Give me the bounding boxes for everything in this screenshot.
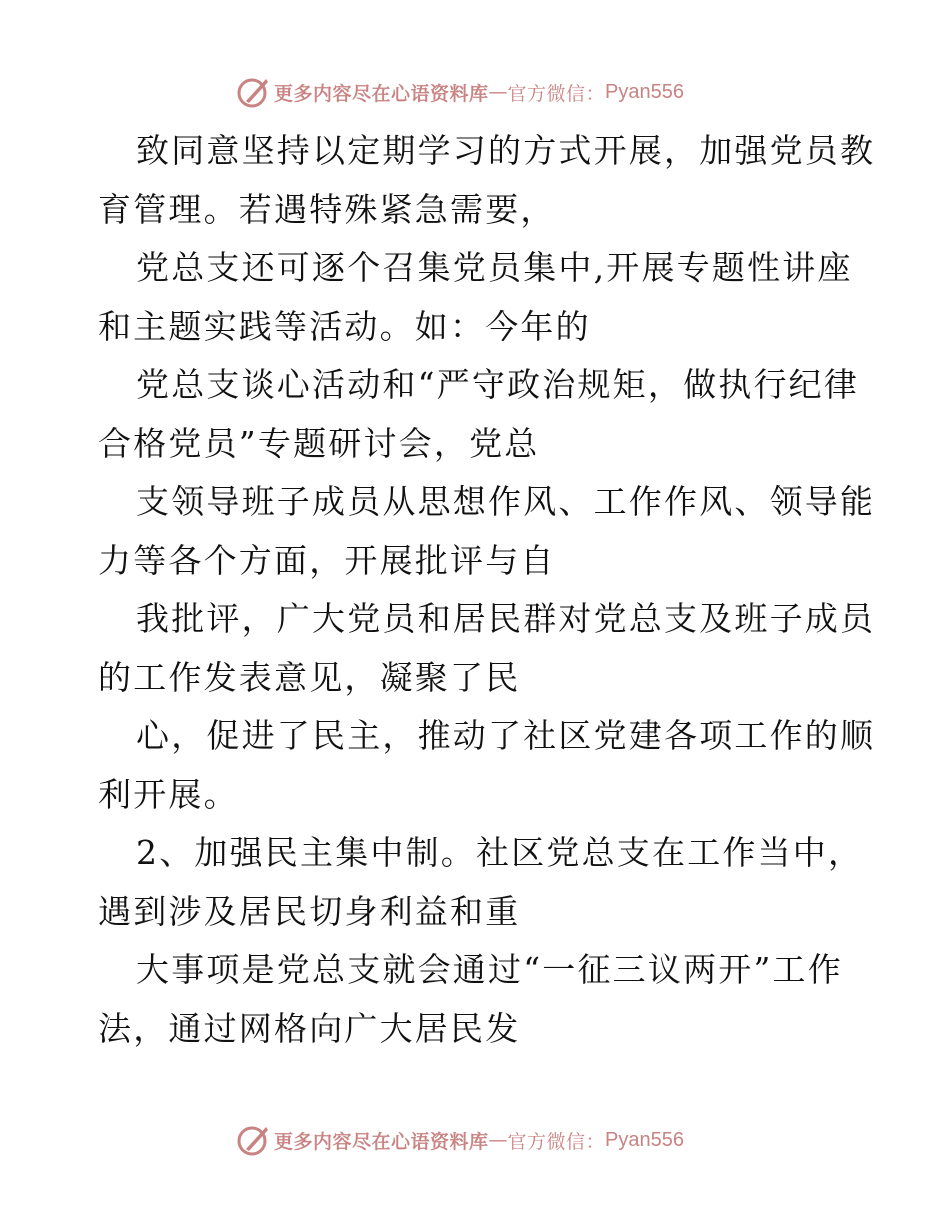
text-line: 遇到涉及居民切身利益和重: [98, 891, 521, 931]
text-line: 法，通过网格向广大居民发: [98, 1008, 521, 1048]
watermark-text: 更多内容尽在心语资料库: [274, 82, 489, 105]
watermark-dash: —: [488, 81, 508, 103]
quill-logo-icon: [236, 74, 272, 110]
text-line: 合格党员”专题研讨会，党总: [98, 423, 540, 463]
text-line: 致同意坚持以定期学习的方式开展，加强党员教: [136, 131, 876, 170]
text-line: 心，促进了民主，推动了社区党建各项工作的顺: [136, 716, 876, 755]
text-line: 我批评，广大党员和居民群对党总支及班子成员: [136, 599, 876, 638]
text-line: 大事项是党总支就会通过“一征三议两开”工作: [136, 950, 843, 989]
document-body: [98, 122, 876, 1058]
watermark-wechat-label: 官方微信：: [507, 1130, 606, 1153]
text-line: 力等各个方面，开展批评与自: [98, 540, 556, 580]
watermark-wechat-id: Pyan556: [605, 80, 684, 103]
text-line: 利开展。: [98, 774, 239, 814]
watermark-text: 更多内容尽在心语资料库: [274, 1130, 489, 1153]
text-line: 党总支还可逐个召集党员集中,开展专题性讲座: [136, 248, 853, 287]
text-line: 支领导班子成员从思想作风、工作作风、领导能: [136, 482, 876, 521]
text-line: 和主题实践等活动。如：今年的: [98, 306, 591, 346]
text-line: 育管理。若遇特殊紧急需要，: [98, 189, 556, 229]
text-line: 2、加强民主集中制。社区党总支在工作当中，: [136, 833, 864, 872]
watermark-wechat-label: 官方微信：: [507, 82, 606, 105]
watermark-dash: —: [488, 1129, 508, 1151]
text-line: 的工作发表意见，凝聚了民: [98, 657, 521, 697]
header-watermark: [0, 72, 950, 112]
text-line: 党总支谈心活动和“严守政治规矩，做执行纪律: [136, 365, 860, 404]
footer-watermark: [0, 1120, 950, 1160]
quill-logo-icon: [236, 1122, 272, 1158]
watermark-wechat-id: Pyan556: [605, 1128, 684, 1151]
